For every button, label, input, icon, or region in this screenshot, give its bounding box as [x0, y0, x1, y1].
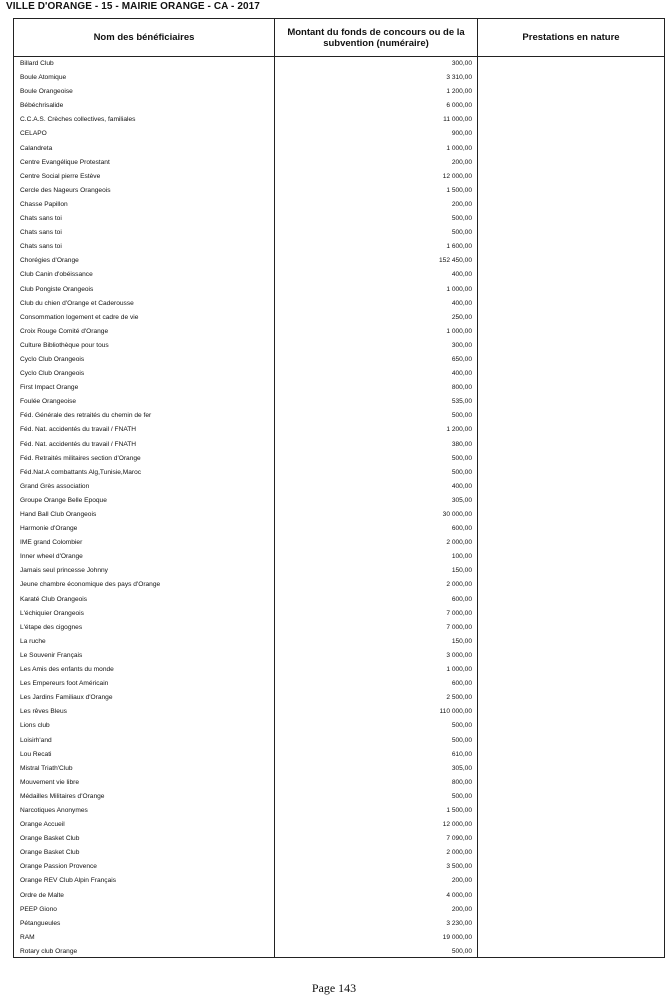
subsidy-amount: 305,00 [451, 764, 472, 772]
table-row [14, 650, 664, 664]
table-row [14, 410, 664, 424]
table-row [14, 932, 664, 946]
subsidy-amount: 300,00 [451, 341, 472, 349]
table-row [14, 890, 664, 904]
subsidy-amount: 3 500,00 [446, 863, 472, 871]
subsidy-amount: 1 200,00 [446, 426, 472, 434]
table-row [14, 128, 664, 142]
beneficiary-name: L'échiquier Orangeois [20, 609, 84, 617]
subsidy-amount: 600,00 [451, 525, 472, 533]
table-row [14, 298, 664, 312]
beneficiary-name: Groupe Orange Belle Epoque [20, 496, 107, 504]
subsidy-amount: 4 000,00 [446, 891, 472, 899]
subsidy-amount: 19 000,00 [442, 933, 472, 941]
subsidy-amount: 500,00 [451, 215, 472, 223]
beneficiary-name: La ruche [20, 637, 46, 645]
subsidy-amount: 600,00 [451, 680, 472, 688]
header-divider [14, 56, 664, 57]
table-row [14, 706, 664, 720]
beneficiary-name: Orange REV Club Alpin Français [20, 877, 117, 885]
table-row [14, 551, 664, 565]
beneficiary-name: Ordre de Malte [20, 891, 64, 899]
beneficiary-name: Narcotiques Anonymes [20, 806, 88, 814]
beneficiary-name: Lions club [20, 722, 50, 730]
beneficiary-name: Les Jardins Familiaux d'Orange [20, 694, 113, 702]
table-row [14, 777, 664, 791]
subsidy-amount: 11 000,00 [443, 116, 472, 124]
beneficiary-name: Billard Club [20, 60, 54, 67]
beneficiary-name: Cyclo Club Orangeois [20, 370, 85, 378]
subsidy-amount: 400,00 [451, 482, 472, 490]
subsidy-amount: 2 000,00 [446, 539, 472, 547]
subsidy-amount: 300,00 [451, 60, 472, 67]
table-row [14, 861, 664, 875]
table-row [14, 720, 664, 734]
beneficiary-name: Orange Basket Club [20, 849, 80, 857]
beneficiary-name: Les rêves Bleus [20, 708, 67, 716]
beneficiary-name: Culture Bibliothèque pour tous [20, 341, 109, 349]
table-row [14, 946, 664, 960]
table-row [14, 608, 664, 622]
subsidy-amount: 12 000,00 [442, 172, 472, 180]
table-row [14, 326, 664, 340]
table-row [14, 368, 664, 382]
beneficiary-name: CELAPO [20, 130, 47, 138]
table-row [14, 495, 664, 509]
table-row [14, 439, 664, 453]
table-row [14, 58, 664, 72]
beneficiary-name: Hand Ball Club Orangeois [20, 511, 97, 518]
beneficiary-name: Lou Recati [20, 750, 52, 758]
subsidy-amount: 1 200,00 [446, 88, 472, 96]
table-row [14, 791, 664, 805]
subsidy-amount: 1 000,00 [446, 666, 472, 674]
table-row [14, 692, 664, 706]
beneficiary-name: Orange Accueil [20, 821, 65, 829]
table-row [14, 819, 664, 833]
subsidy-amount: 500,00 [451, 947, 472, 955]
table-row [14, 114, 664, 128]
table-row [14, 664, 664, 678]
beneficiary-name: Harmonie d'Orange [20, 525, 78, 533]
beneficiary-name: Calandreta [20, 144, 53, 152]
table-row [14, 565, 664, 579]
subsidy-amount: 500,00 [451, 792, 472, 800]
table-row [14, 579, 664, 593]
subsidy-amount: 535,00 [451, 398, 472, 406]
table-row [14, 805, 664, 819]
subsidy-amount: 3 230,00 [446, 919, 472, 927]
table-row [14, 453, 664, 467]
table-row [14, 467, 664, 481]
subsidy-amount: 200,00 [451, 877, 472, 885]
table-row [14, 481, 664, 495]
table-row [14, 354, 664, 368]
beneficiary-name: Cercle des Nageurs Orangeois [20, 186, 111, 194]
subsidy-amount: 2 000,00 [446, 581, 472, 589]
table-row [14, 171, 664, 185]
table-body [14, 58, 664, 960]
subsidy-amount: 6 000,00 [446, 102, 472, 110]
beneficiary-name: Boule Atomique [20, 74, 67, 82]
subsidy-amount: 500,00 [451, 722, 472, 730]
table-row [14, 678, 664, 692]
beneficiary-name: Le Souvenir Français [20, 651, 83, 659]
table-row [14, 735, 664, 749]
subsidy-amount: 7 000,00 [446, 623, 472, 631]
beneficiary-name: Chats sans toi [20, 229, 62, 237]
beneficiary-name: Inner wheel d'Orange [20, 553, 83, 561]
beneficiary-name: RAM [20, 933, 35, 941]
beneficiary-name: Centre Evangélique Protestant [20, 158, 110, 166]
subsidy-amount: 400,00 [451, 370, 472, 378]
beneficiary-name: Féd. Nat. accidentés du travail / FNATH [20, 426, 137, 434]
table-row [14, 143, 664, 157]
table-row [14, 833, 664, 847]
page-number: Page 143 [311, 981, 357, 995]
beneficiary-name: C.C.A.S. Crèches collectives, familiales [20, 116, 136, 124]
subsidy-amount: 610,00 [451, 750, 472, 758]
subsidy-amount: 400,00 [451, 271, 472, 279]
beneficiary-name: Cyclo Club Orangeois [20, 355, 85, 363]
subsidy-amount: 3 000,00 [446, 651, 472, 659]
beneficiary-name: Féd. Retraités militaires section d'Orange [20, 454, 141, 462]
subsidy-amount: 150,00 [451, 637, 472, 645]
table-row [14, 749, 664, 763]
subsidy-amount: 380,00 [451, 440, 472, 448]
table-row [14, 594, 664, 608]
table-row [14, 918, 664, 932]
beneficiary-name: First Impact Orange [20, 384, 79, 392]
table-row [14, 424, 664, 438]
subsidy-amount: 800,00 [451, 778, 472, 786]
subsidy-amount: 1 500,00 [446, 186, 472, 194]
beneficiary-name: L'étape des cigognes [20, 623, 83, 631]
subsidy-amount: 1 000,00 [446, 144, 472, 152]
column-header-nature: Prestations en nature [522, 32, 620, 43]
subsidy-amount: 110 000,00 [439, 708, 472, 716]
subsidy-amount: 650,00 [451, 355, 472, 363]
table-row [14, 904, 664, 918]
beneficiary-name: Club du chien d'Orange et Caderousse [20, 299, 134, 307]
table-row [14, 509, 664, 523]
subsidy-amount: 500,00 [451, 454, 472, 462]
beneficiary-name: Croix Rouge Comité d'Orange [20, 327, 109, 335]
table-row [14, 847, 664, 861]
table-row [14, 213, 664, 227]
table-row [14, 537, 664, 551]
table-row [14, 157, 664, 171]
beneficiary-name: Karaté Club Orangeois [20, 595, 88, 603]
table-row [14, 72, 664, 86]
table-row [14, 284, 664, 298]
beneficiary-name: Les Empereurs foot Américain [20, 680, 109, 688]
subsidy-amount: 1 500,00 [446, 806, 472, 814]
table-row [14, 269, 664, 283]
subsidy-amount: 600,00 [451, 595, 472, 603]
beneficiary-name: Chorégies d'Orange [20, 257, 79, 265]
beneficiary-name: Mouvement vie libre [20, 778, 80, 786]
table-row [14, 241, 664, 255]
beneficiary-name: Foulée Orangeoise [20, 398, 77, 406]
subsidy-amount: 100,00 [451, 553, 472, 561]
beneficiary-name: Loisirh'and [20, 736, 52, 744]
subsidy-amount: 12 000,00 [442, 821, 472, 829]
subsidy-amount: 1 600,00 [446, 243, 472, 251]
table-row [14, 100, 664, 114]
beneficiary-name: Chasse Papillon [20, 200, 68, 208]
beneficiary-name: Les Amis des enfants du monde [20, 666, 114, 674]
subsidy-amount: 2 000,00 [446, 849, 472, 857]
beneficiary-name: Jeune chambre économique des pays d'Orange [20, 581, 161, 589]
beneficiary-name: Orange Passion Provence [20, 863, 97, 871]
subsidy-amount: 2 500,00 [446, 694, 472, 702]
table-row [14, 622, 664, 636]
subsidy-amount: 152 450,00 [438, 257, 472, 265]
subsidy-amount: 1 000,00 [446, 285, 472, 293]
subsidy-amount: 7 000,00 [446, 609, 472, 617]
beneficiary-name: Jamais seul princesse Johnny [20, 567, 108, 575]
table-row [14, 185, 664, 199]
table-row [14, 396, 664, 410]
table-row [14, 382, 664, 396]
table-row [14, 312, 664, 326]
subsidy-amount: 500,00 [451, 229, 472, 237]
column-header-name: Nom des bénéficiaires [93, 32, 195, 43]
document-title: VILLE D'ORANGE - 15 - MAIRIE ORANGE - CA - 2017 [6, 1, 260, 12]
beneficiary-name: Mistral Triath'Club [20, 764, 73, 772]
beneficiary-name: Grand Grès association [20, 482, 90, 490]
subsidy-amount: 500,00 [451, 468, 472, 476]
table-row [14, 227, 664, 241]
subsidy-amount: 800,00 [451, 384, 472, 392]
subsidy-amount: 500,00 [451, 412, 472, 420]
subsidy-amount: 250,00 [451, 313, 472, 321]
column-header-amount: Montant du fonds de concours ou de la subvention (numéraire) [287, 26, 465, 49]
beneficiary-name: Rotary club Orange [20, 947, 78, 955]
table-row [14, 86, 664, 100]
beneficiary-name: Consommation logement et cadre de vie [20, 313, 139, 321]
table-row [14, 523, 664, 537]
beneficiary-name: Féd. Générale des retraités du chemin de fer [20, 412, 152, 420]
table-row [14, 255, 664, 269]
beneficiary-name: Boule Orangeoise [20, 88, 73, 96]
table-row [14, 763, 664, 777]
beneficiary-name: Club Pongiste Orangeois [20, 285, 94, 293]
subsidy-amount: 7 090,00 [446, 835, 472, 843]
beneficiary-name: Médailles Militaires d'Orange [20, 792, 105, 800]
subsidy-amount: 150,00 [451, 567, 472, 575]
beneficiary-name: Bébéchrisalide [20, 102, 64, 110]
beneficiary-name: Chats sans toi [20, 243, 62, 251]
subsidy-amount: 500,00 [451, 736, 472, 744]
table-row [14, 199, 664, 213]
table-row [14, 875, 664, 889]
beneficiary-name: IME grand Colombier [20, 539, 83, 547]
table-row [14, 340, 664, 354]
beneficiary-name: Pétangueules [20, 919, 61, 927]
beneficiary-name: PEEP Giono [20, 905, 57, 913]
subsidy-amount: 305,00 [451, 496, 472, 504]
subsidy-amount: 200,00 [451, 158, 472, 166]
subsidy-amount: 3 310,00 [446, 74, 472, 82]
beneficiary-name: Féd. Nat. accidentés du travail / FNATH [20, 440, 137, 448]
subsidy-amount: 200,00 [451, 200, 472, 208]
subsidy-table [13, 18, 665, 958]
beneficiary-name: Club Canin d'obéissance [20, 271, 93, 279]
beneficiary-name: Centre Social pierre Estève [20, 172, 101, 180]
beneficiary-name: Chats sans toi [20, 215, 62, 223]
subsidy-amount: 30 000,00 [442, 511, 472, 518]
subsidy-amount: 1 000,00 [446, 327, 472, 335]
table-row [14, 636, 664, 650]
subsidy-amount: 200,00 [451, 905, 472, 913]
subsidy-amount: 400,00 [451, 299, 472, 307]
beneficiary-name: Féd.Nat.A combattants Alg,Tunisie,Maroc [20, 468, 142, 476]
beneficiary-name: Orange Basket Club [20, 835, 80, 843]
subsidy-amount: 900,00 [451, 130, 472, 138]
